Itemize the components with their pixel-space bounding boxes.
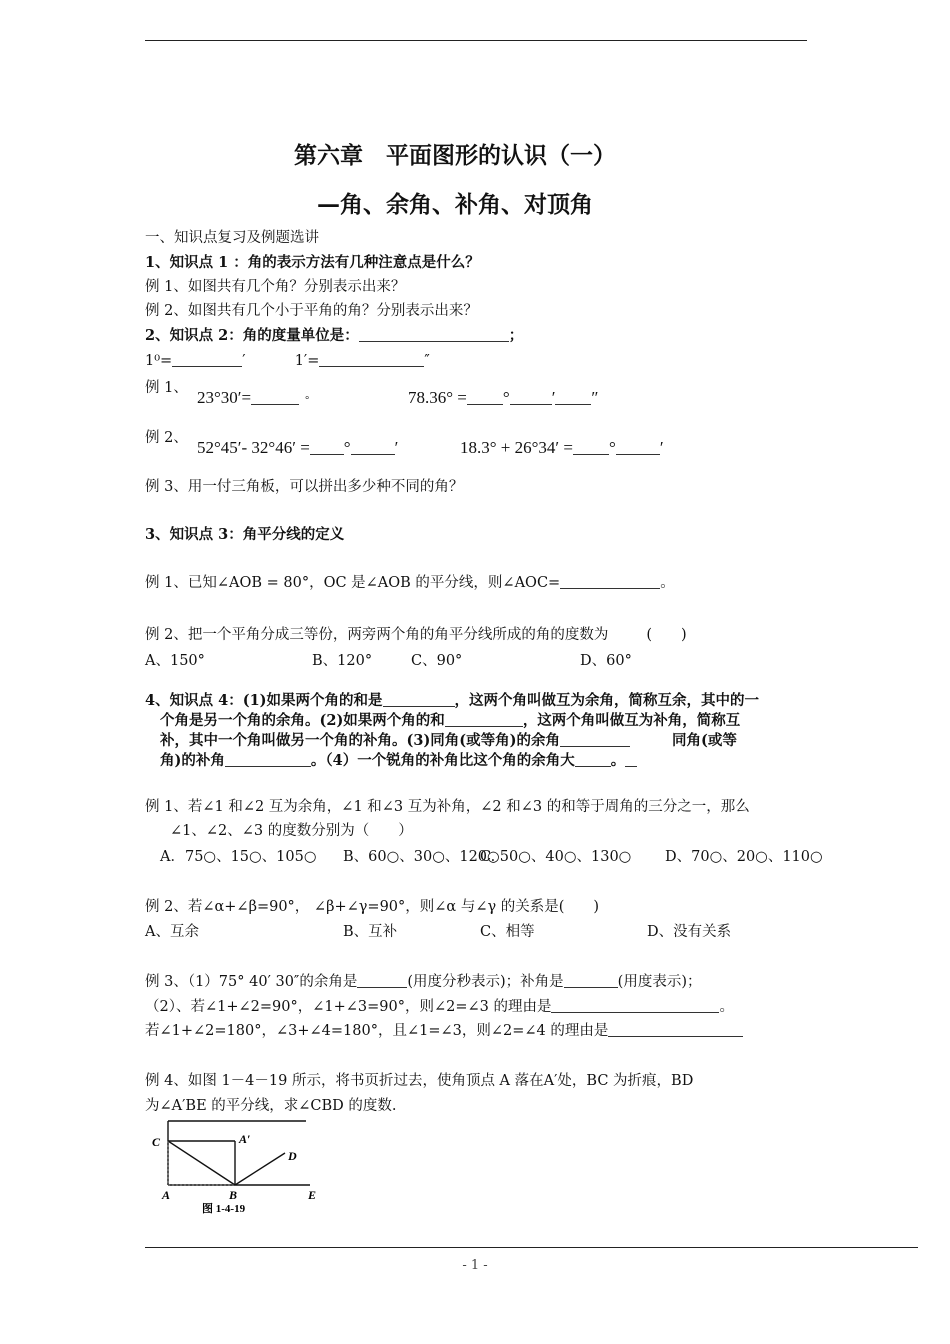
blank-sum-supplementary[interactable] [445,712,523,727]
kp4-ex3-l2-a: （2）、若∠1+∠2=90°，∠1+∠3=90°，则∠2=∠3 的理由是 [145,999,552,1015]
kp4-l4-a: 角)的补角 [160,752,225,769]
kp2-ex1-b [408,388,599,408]
kp3-option-a[interactable]: A、150° [145,653,205,669]
blank-ex2-a-min[interactable] [351,440,395,455]
kp1-example-1: 例 1、如图共有几个角？分别表示出来？ [145,279,406,295]
blank-ex1-b-min[interactable] [510,390,552,405]
blank-ex1-b-sec[interactable] [555,390,591,405]
fig-label-d: D [288,1149,297,1163]
kp4-l2-b: ，这两个角叫做互为补角，简称互 [522,712,741,729]
lesson-subtitle: —角、余角、补角、对顶角 [317,191,593,218]
kp4-ex2-option-b[interactable]: B、互补 [343,924,398,940]
kp4-ex1-option-a[interactable]: A．75○、15○、105○ [160,849,317,865]
kp4-l3-b: 同角(或等 [672,732,737,749]
blank-aoc[interactable] [560,574,660,589]
fig-label-c: C [152,1135,161,1149]
page-number: - 1 - [462,1258,488,1273]
kp3-ex2-text: 例 2、把一个平角分成三等份，两旁两个角的角平分线所成的角的度数为 [145,627,609,643]
kp4-line-3 [160,731,737,751]
kp2-units-line [145,351,430,371]
kp4-ex3-line-2 [145,997,734,1017]
kp4-ex3-line-3 [145,1021,743,1041]
fig-crease-bc [168,1141,235,1185]
kp2-ex2-b [460,438,664,458]
fold-figure [148,1116,348,1216]
kp4-l4-underline-tail [625,752,637,767]
blank-ex2-b-min[interactable] [616,440,660,455]
fig-bisector-bd [235,1153,285,1185]
blank-reason-1[interactable] [551,998,719,1013]
blank-difference[interactable] [575,752,611,767]
kp4-l3-a: 补，其中一个角叫做另一个角的补角。(3)同角(或等角)的余角 [160,732,561,749]
kp4-ex2-option-a[interactable]: A、互余 [145,924,199,940]
fig-label-e: E [308,1188,317,1202]
kp4-ex1-line-1: 例 1、若∠1 和∠2 互为余角，∠1 和∠3 互为补角，∠2 和∠3 的和等于周角的三分之一，那么 [145,799,750,815]
kp4-line-1 [145,691,759,711]
blank-ex2-a-deg[interactable] [310,440,344,455]
ex1-a-tail: ° [305,395,310,406]
fig-label-a: A [162,1188,171,1202]
ex2-b-expr: 18.3° + 26°34′ = [460,438,573,457]
kp4-line-4 [160,751,637,771]
kp3-option-c[interactable]: C、90° [411,653,463,669]
kp4-ex3-l1-c: (用度表示)； [617,974,702,990]
fig-label-a-prime: A′ [239,1132,251,1146]
blank-complement-rule[interactable] [560,732,630,747]
blank-unit[interactable] [359,327,509,342]
ex2-a-expr: 52°45′- 32°46′ = [197,438,310,457]
footer-rule [145,1247,918,1248]
kp1-example-2: 例 2、如图共有几个小于平角的角？分别表示出来？ [145,303,478,319]
kp4-ex1-line-2: ∠1、∠2、∠3 的度数分别为（ ） [170,823,413,839]
ex1-b-m1: ° [502,388,510,407]
blank-complement-dms[interactable] [357,973,407,988]
unit-minute-mark: ″ [424,353,430,369]
kp2-heading-tail: ； [508,327,524,344]
kp4-l2-a: 个角是另一个角的余角。(2)如果两个角的和 [160,712,445,729]
kp4-ex1-option-b[interactable]: B、60○、30○、120○ [343,849,500,865]
kp4-line-2 [160,711,740,731]
ex2-b-m1: ° [609,438,616,457]
kp4-l1-b: ，这两个角叫做互为余角，简称互余，其中的一 [454,692,760,709]
kp3-heading: 3、知识点 3：角平分线的定义 [145,526,345,543]
kp4-ex1-option-c[interactable]: C. 50○、40○、130○ [480,849,632,865]
blank-supplement-deg[interactable] [564,973,618,988]
blank-sum-complementary[interactable] [383,692,455,707]
kp3-ex1-tail: 。 [660,575,675,591]
kp4-ex1-option-d[interactable]: D、70○、20○、110○ [665,849,823,865]
ex1-b-m2: ′ [551,388,556,407]
fig-caption: 图 1-4-19 [202,1203,246,1215]
blank-ex1-b-deg[interactable] [467,390,503,405]
kp3-option-b[interactable]: B、120° [312,653,373,669]
kp2-heading-text: 2、知识点 2：角的度量单位是： [145,327,359,344]
kp2-ex1-a [197,388,309,411]
blank-supplement-rule[interactable] [225,752,311,767]
ex2-b-m2: ′ [659,438,664,457]
kp4-ex2-option-d[interactable]: D、没有关系 [647,924,732,940]
blank-reason-2[interactable] [608,1022,743,1037]
blank-degree[interactable] [172,352,242,367]
kp4-l1-a: 4、知识点 4：(1)如果两个角的和是 [145,692,383,709]
kp2-ex1-label: 例 1、 [145,380,188,396]
kp4-ex2-option-c[interactable]: C、相等 [480,924,535,940]
ex1-b-m3: ″ [591,388,599,407]
kp3-example-1 [145,573,675,593]
kp3-option-d[interactable]: D、60° [580,653,632,669]
kp2-ex2-a [197,438,398,458]
unit-degree-mark: ′ [242,353,246,369]
kp3-example-2 [145,625,687,645]
kp2-example-3: 例 3、用一付三角板，可以拼出多少种不同的角？ [145,479,464,495]
kp4-ex4-line-1: 例 4、如图 1－4－19 所示，将书页折过去，使角顶点 A 落在A′处，BC 为折痕，BD [145,1073,694,1089]
kp4-ex4-line-2: 为∠A′BE 的平分线，求∠CBD 的度数. [145,1098,397,1114]
ex2-a-m1: ° [343,438,351,457]
fig-label-b: B [229,1188,238,1202]
chapter-title: 第六章 平面图形的认识（一） [294,142,616,169]
kp2-ex2-label: 例 2、 [145,430,188,446]
ex1-b-expr: 78.36° = [408,388,467,407]
blank-ex2-b-deg[interactable] [573,440,609,455]
kp4-ex3-line-1 [145,972,702,992]
section-heading: 一、知识点复习及例题选讲 [145,230,319,246]
ex1-a-expr: 23°30′= [197,388,252,407]
ex2-a-m2: ′ [394,438,399,457]
kp4-ex3-l1-a: 例 3、（1）75° 40′ 30″的余角是 [145,974,358,990]
unit-minute: 1′= [294,353,320,369]
header-rule [145,40,807,41]
kp4-ex3-l1-b: (用度分秒表示)；补角是 [407,974,564,990]
blank-minute[interactable] [319,352,424,367]
kp4-ex3-l2-b: 。 [719,999,734,1015]
kp3-ex1-text: 例 1、已知∠AOB = 80°，OC 是∠AOB 的平分线，则∠AOC= [145,575,561,591]
kp4-ex2-question: 例 2、若∠α+∠β=90°， ∠β+∠γ=90°，则∠α 与∠γ 的关系是( ) [145,899,600,915]
kp4-l4-b: 。（4）一个锐角的补角比这个角的余角大 [310,752,575,769]
unit-degree: 1⁰= [145,353,173,369]
kp1-heading: 1、知识点 1 ：角的表示方法有几种注意点是什么？ [145,254,480,271]
kp4-ex3-l3: 若∠1+∠2=180°，∠3+∠4=180°，且∠1=∠3，则∠2=∠4 的理由是 [145,1023,609,1039]
kp4-l4-c: 。 [610,752,626,769]
kp2-heading [145,326,523,346]
kp3-ex2-paren: ( ) [646,627,687,643]
blank-ex1-a[interactable] [251,390,299,405]
